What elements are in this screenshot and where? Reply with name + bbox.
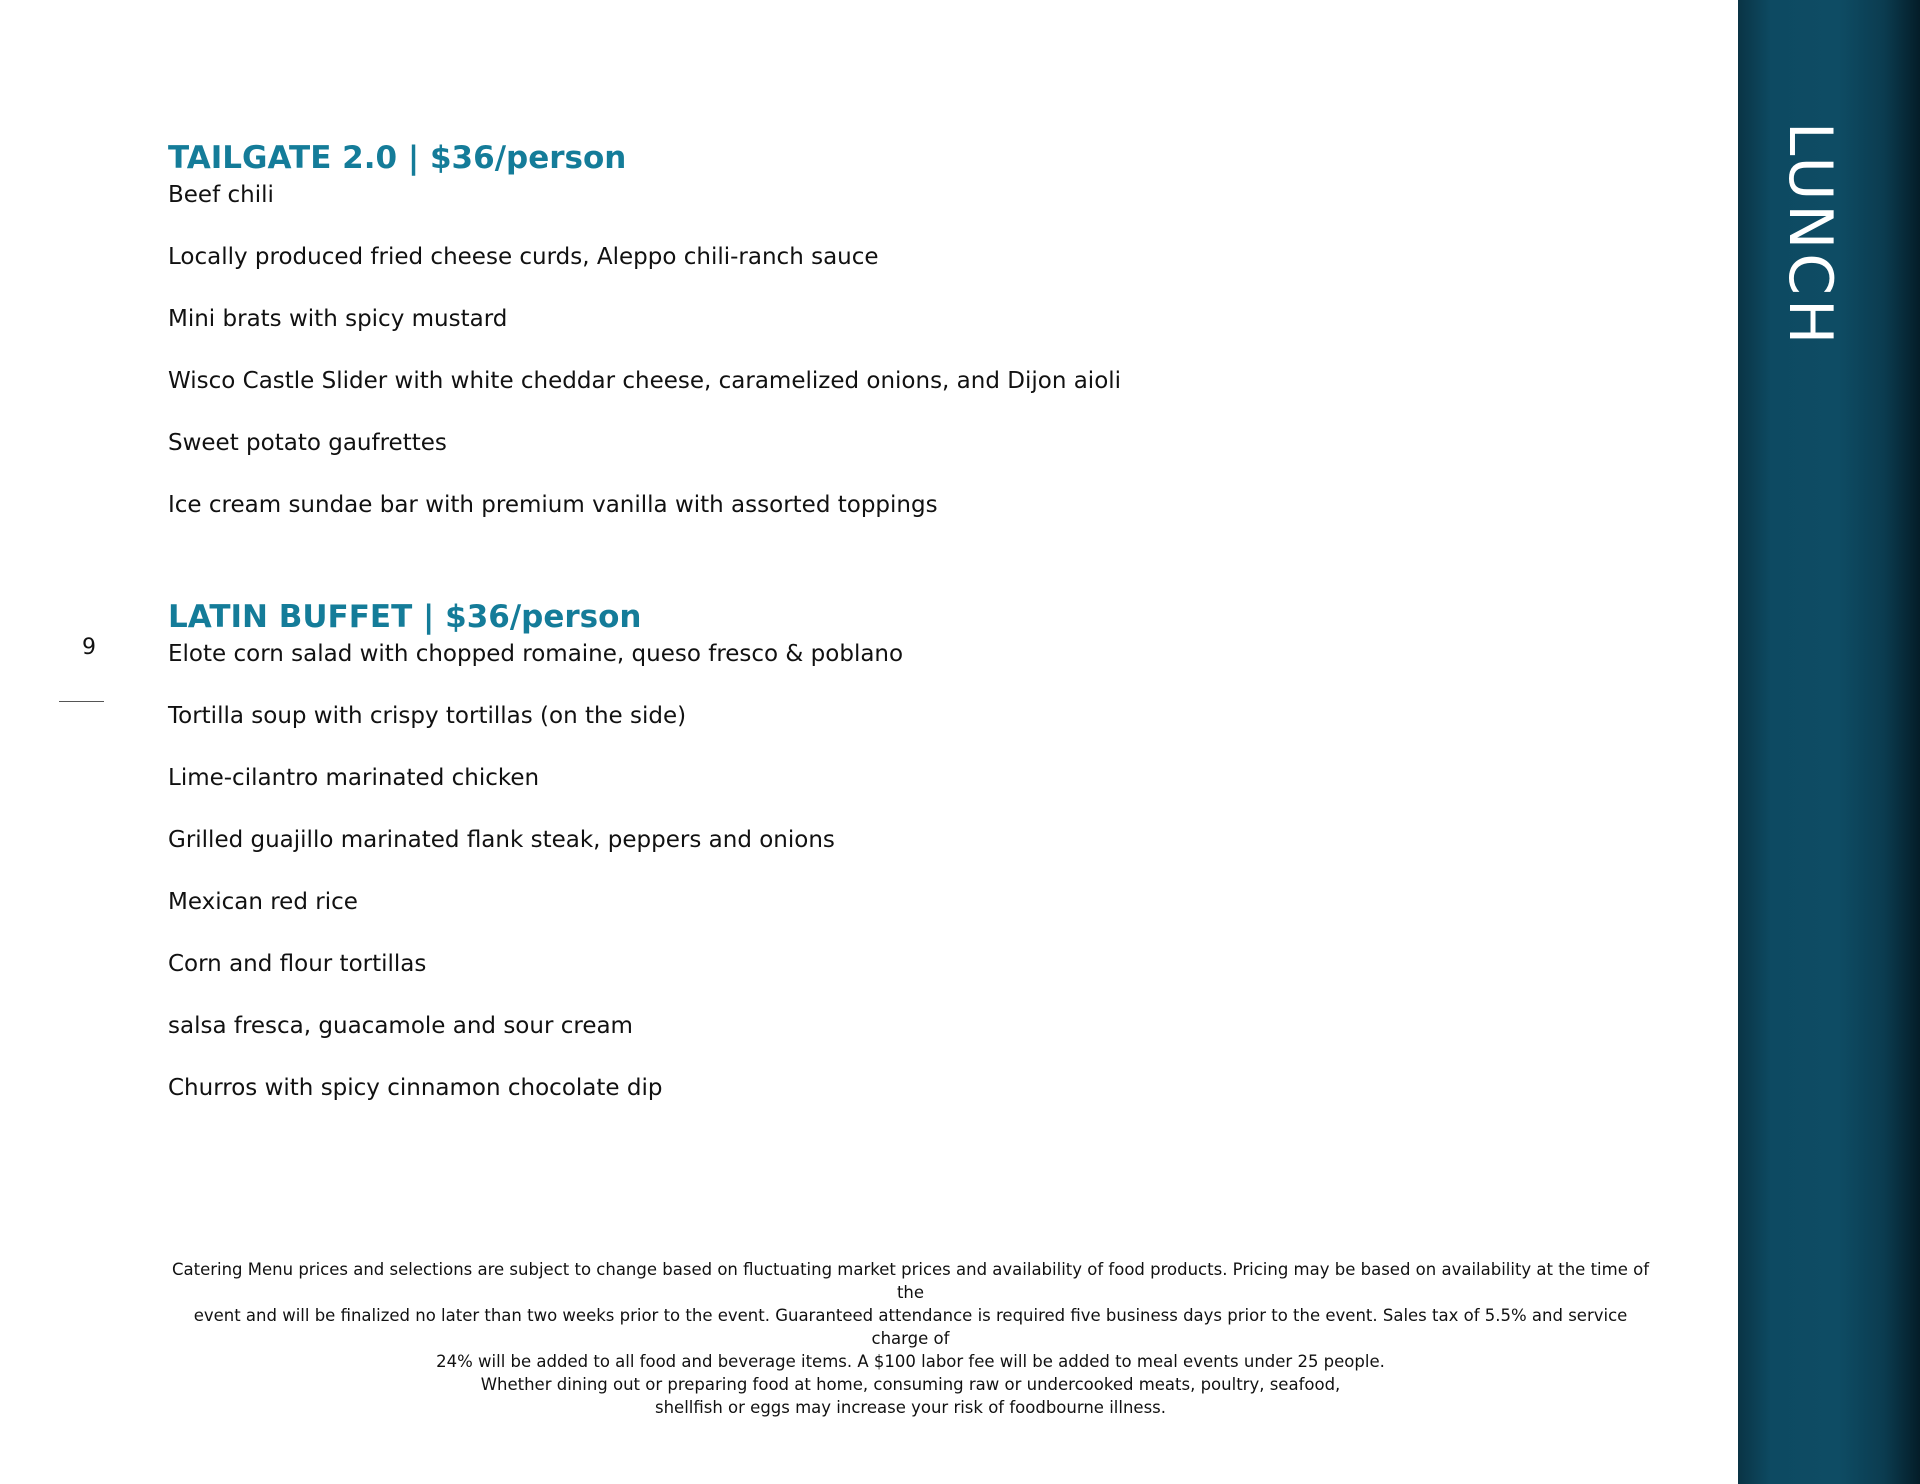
footer-line: event and will be finalized no later than two weeks prior to the event. Guaranteed attendance is required five business days prior to the event. Sales tax of 5.5% and service charge of — [193, 1306, 1628, 1348]
menu-item: Tortilla soup with crispy tortillas (on the side) — [168, 703, 687, 729]
menu-item: Elote corn salad with chopped romaine, queso fresco & poblano — [168, 641, 904, 667]
footer-line: 24% will be added to all food and beverage items. A $100 labor fee will be added to meal events under 25 people. — [436, 1352, 1385, 1371]
menu-section-tailgate — [168, 136, 1668, 520]
menu-item: Churros with spicy cinnamon chocolate dip — [168, 1075, 663, 1101]
menu-section-latin-buffet — [168, 595, 1668, 1103]
footer-line: shellfish or eggs may increase your risk of foodbourne illness. — [654, 1398, 1167, 1417]
footer-line: Catering Menu prices and selections are subject to change based on fluctuating market prices and availability of food products. Pricing may be based on availability at the time of the — [171, 1260, 1650, 1302]
page-number: 9 — [82, 635, 96, 660]
menu-item: Locally produced fried cheese curds, Aleppo chili-ranch sauce — [168, 244, 879, 270]
menu-item: Mexican red rice — [168, 889, 358, 915]
menu-content — [168, 136, 1668, 1103]
menu-item: salsa fresca, guacamole and sour cream — [168, 1013, 633, 1039]
menu-item: Corn and flour tortillas — [168, 951, 427, 977]
section-title: TAILGATE 2.0 | $36/person — [168, 140, 627, 176]
page-number-divider — [59, 701, 104, 702]
menu-item: Grilled guajillo marinated flank steak, peppers and onions — [168, 827, 835, 853]
menu-item: Lime-cilantro marinated chicken — [168, 765, 540, 791]
footer-line: Whether dining out or preparing food at home, consuming raw or undercooked meats, poultry, seafood, — [480, 1375, 1341, 1394]
menu-item: Mini brats with spicy mustard — [168, 306, 508, 332]
menu-item: Wisco Castle Slider with white cheddar cheese, caramelized onions, and Dijon aioli — [168, 368, 1122, 394]
side-label: LUNCH — [1775, 122, 1845, 349]
menu-item: Ice cream sundae bar with premium vanilla with assorted toppings — [168, 492, 938, 518]
menu-item: Beef chili — [168, 182, 274, 208]
menu-item: Sweet potato gaufrettes — [168, 430, 447, 456]
footer-disclaimer — [168, 1258, 1653, 1419]
section-title: LATIN BUFFET | $36/person — [168, 599, 642, 635]
menu-item-list — [168, 180, 1668, 520]
menu-item-list — [168, 639, 1668, 1103]
